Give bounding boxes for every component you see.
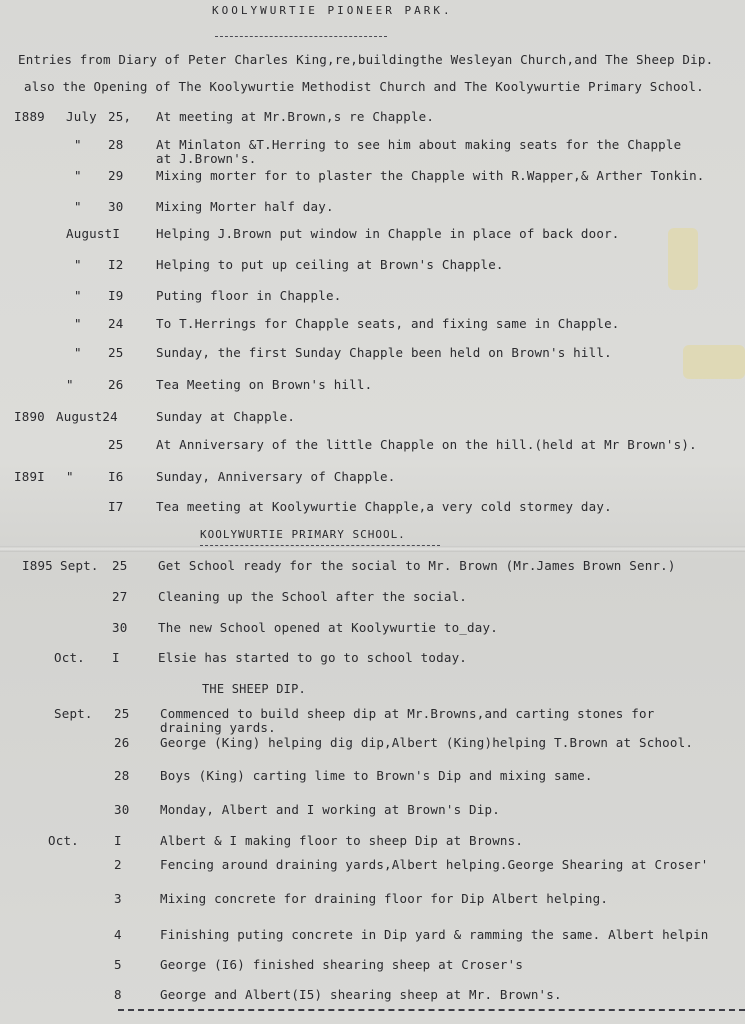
entry-text: Sunday, Anniversary of Chapple. <box>156 469 396 484</box>
entry-month: AugustI <box>66 226 121 241</box>
entry-year: I895 <box>22 558 53 573</box>
entry-day: 4 <box>114 927 122 942</box>
entry-day: I9 <box>108 288 124 303</box>
intro-line: Entries from Diary of Peter Charles King,re,buildingthe Wesleyan Church,and The Sheep Dip. <box>18 52 714 67</box>
entry-text: George (I6) finished shearing sheep at Croser's <box>160 957 524 972</box>
entry-month: Oct. <box>54 650 85 665</box>
entry-day: 28 <box>114 768 130 783</box>
school-heading-underline <box>200 545 440 546</box>
entry-text: Helping J.Brown put window in Chapple in place of back door. <box>156 226 620 241</box>
document-title: KOOLYWURTIE PIONEER PARK. <box>212 4 453 17</box>
entry-month: " <box>66 377 74 392</box>
entry-text: Elsie has started to go to school today. <box>158 650 468 665</box>
entry-day: I <box>112 650 120 665</box>
entry-text: Helping to put up ceiling at Brown's Chapple. <box>156 257 504 272</box>
entry-day: 29 <box>108 168 124 183</box>
entry-text: George and Albert(I5) shearing sheep at Mr. Brown's. <box>160 987 562 1002</box>
entry-month: " <box>74 168 82 183</box>
entry-month: " <box>74 345 82 360</box>
entry-text: Boys (King) carting lime to Brown's Dip and mixing same. <box>160 768 593 783</box>
entry-month: " <box>74 288 82 303</box>
entry-text-continued: at J.Brown's. <box>156 151 257 166</box>
entry-day: 25, <box>108 109 132 124</box>
entry-text: Mixing concrete for draining floor for Dip Albert helping. <box>160 891 609 906</box>
entry-day: 24 <box>108 316 124 331</box>
entry-month: Sept. <box>54 706 93 721</box>
entry-day: 3 <box>114 891 122 906</box>
entry-text: Puting floor in Chapple. <box>156 288 342 303</box>
entry-month: August24 <box>56 409 118 424</box>
entry-text: At meeting at Mr.Brown,s re Chapple. <box>156 109 435 124</box>
entry-month: " <box>74 257 82 272</box>
entry-day: 26 <box>114 735 130 750</box>
entry-day: 25 <box>108 345 124 360</box>
entry-text: At Minlaton &T.Herring to see him about making seats for the Chapple <box>156 137 682 152</box>
entry-text: Finishing puting concrete in Dip yard & ramming the same. Albert helpin <box>160 927 709 942</box>
entry-text: To T.Herrings for Chapple seats, and fixing same in Chapple. <box>156 316 620 331</box>
entry-month: " <box>66 469 74 484</box>
entry-day: I <box>114 833 122 848</box>
entry-month: " <box>74 137 82 152</box>
entry-day: 30 <box>114 802 130 817</box>
entry-text: The new School opened at Koolywurtie to_day. <box>158 620 498 635</box>
entry-text: Tea meeting at Koolywurtie Chapple,a very cold stormey day. <box>156 499 612 514</box>
bottom-rule <box>118 1009 745 1011</box>
paper-stain <box>683 345 745 379</box>
entry-day: 27 <box>112 589 128 604</box>
entry-day: 25 <box>108 437 124 452</box>
entry-month: " <box>74 316 82 331</box>
intro-line: also the Opening of The Koolywurtie Methodist Church and The Koolywurtie Primary School. <box>24 79 704 94</box>
entry-day: 5 <box>114 957 122 972</box>
entry-text: Fencing around draining yards,Albert helping.George Shearing at Croser' <box>160 857 709 872</box>
entry-text: Cleaning up the School after the social. <box>158 589 468 604</box>
paper-stain <box>668 228 698 290</box>
paper-fold <box>0 546 745 552</box>
entry-text: Albert & I making floor to sheep Dip at Browns. <box>160 833 524 848</box>
entry-text-continued: draining yards. <box>160 720 276 735</box>
entry-day: 28 <box>108 137 124 152</box>
entry-text: Mixing morter for to plaster the Chapple with R.Wapper,& Arther Tonkin. <box>156 168 705 183</box>
entry-text: Commenced to build sheep dip at Mr.Browns,and carting stones for <box>160 706 655 721</box>
entry-day: 30 <box>108 199 124 214</box>
entry-day: I6 <box>108 469 124 484</box>
entry-text: Sunday, the first Sunday Chapple been held on Brown's hill. <box>156 345 612 360</box>
entry-month: Oct. <box>48 833 79 848</box>
entry-year: I890 <box>14 409 45 424</box>
entry-day: 25 <box>114 706 130 721</box>
title-underline <box>215 36 387 37</box>
entry-day: I7 <box>108 499 124 514</box>
entry-text: George (King) helping dig dip,Albert (King)helping T.Brown at School. <box>160 735 694 750</box>
entry-text: Tea Meeting on Brown's hill. <box>156 377 373 392</box>
entry-text: Monday, Albert and I working at Brown's Dip. <box>160 802 500 817</box>
entry-day: 25 <box>112 558 128 573</box>
entry-text: At Anniversary of the little Chapple on the hill.(held at Mr Brown's). <box>156 437 697 452</box>
entry-year: I89I <box>14 469 45 484</box>
entry-text: Get School ready for the social to Mr. Brown (Mr.James Brown Senr.) <box>158 558 676 573</box>
entry-day: 26 <box>108 377 124 392</box>
entry-text: Sunday at Chapple. <box>156 409 296 424</box>
entry-year: I889 <box>14 109 45 124</box>
entry-day: I2 <box>108 257 124 272</box>
school-heading: KOOLYWURTIE PRIMARY SCHOOL. <box>200 528 406 541</box>
entry-text: Mixing Morter half day. <box>156 199 334 214</box>
entry-month: " <box>74 199 82 214</box>
entry-month: Sept. <box>60 558 99 573</box>
entry-month: July <box>66 109 97 124</box>
entry-day: 2 <box>114 857 122 872</box>
sheep-dip-heading: THE SHEEP DIP. <box>202 682 306 696</box>
entry-day: 8 <box>114 987 122 1002</box>
entry-day: 30 <box>112 620 128 635</box>
